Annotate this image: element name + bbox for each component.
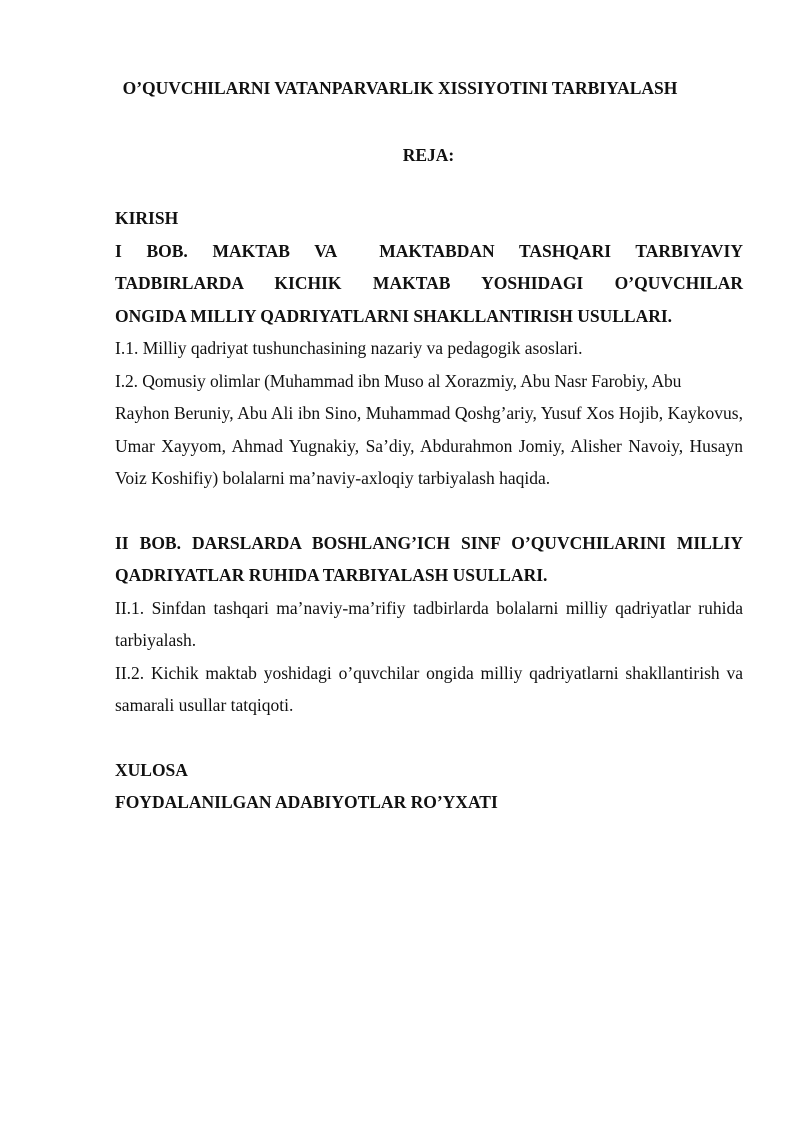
chapter1-section1: I.1. Milliy qadriyat tushunchasining nazariy va pedagogik asoslari. [115, 338, 583, 358]
chapter1-section2-line1: I.2. Qomusiy olimlar (Muhammad ibn Muso al Xorazmiy, Abu Nasr Farobiy, Abu [115, 370, 682, 391]
chapter2-section1: II.1. Sinfdan tashqari ma’naviy-ma’rifiy tadbirlarda bolalarni milliy qadriyatlar ruhida tarbiyalash. [115, 597, 743, 650]
chapter1-section2-rest: Rayhon Beruniy, Abu Ali ibn Sino, Muhammad Qoshg’ariy, Yusuf Xos Hojib, Kaykovus, Umar Xayyom, Ahmad Yugnakiy, Sa’diy, Abdurahmon Jomiy, Alisher Navoiy, Husayn Voiz Koshifiy) bolalarni ma’naviy-axloqiy tarbiyalash haqida. [115, 403, 743, 488]
chapter1-heading-line1-left: I BOB. MAKTAB VA [115, 240, 338, 261]
chapter1-heading-line1 [115, 235, 743, 268]
intro-heading: KIRISH [115, 208, 179, 228]
chapter2-section2: II.2. Kichik maktab yoshidagi o’quvchilar ongida milliy qadriyatlarni shakllantirish va samarali usullar tatqiqoti. [115, 662, 743, 715]
chapter2-heading: II BOB. DARSLARDA BOSHLANG’ICH SINF O’QUVCHILARINI MILLIY QADRIYATLAR RUHIDA TARBIYALASH USULLARI. [115, 532, 743, 585]
table-of-contents [115, 202, 743, 819]
chapter1-heading-line3: ONGIDA MILLIY QADRIYATLARNI SHAKLLANTIRISH USULLARI. [115, 305, 673, 326]
plan-heading: REJA: [402, 145, 455, 165]
chapter1-heading-line2: TADBIRLARDA KICHIK MAKTAB YOSHIDAGI O’QUVCHILAR [115, 273, 743, 293]
chapter1-heading-line1-right: MAKTABDAN TASHQARI TARBIYAVIY [379, 240, 743, 261]
references-heading: FOYDALANILGAN ADABIYOTLAR RO’YXATI [115, 792, 498, 812]
conclusion-heading: XULOSA [115, 759, 188, 780]
document-title: O’QUVCHILARNI VATANPARVARLIK XISSIYOTINI TARBIYALASH [122, 78, 678, 98]
